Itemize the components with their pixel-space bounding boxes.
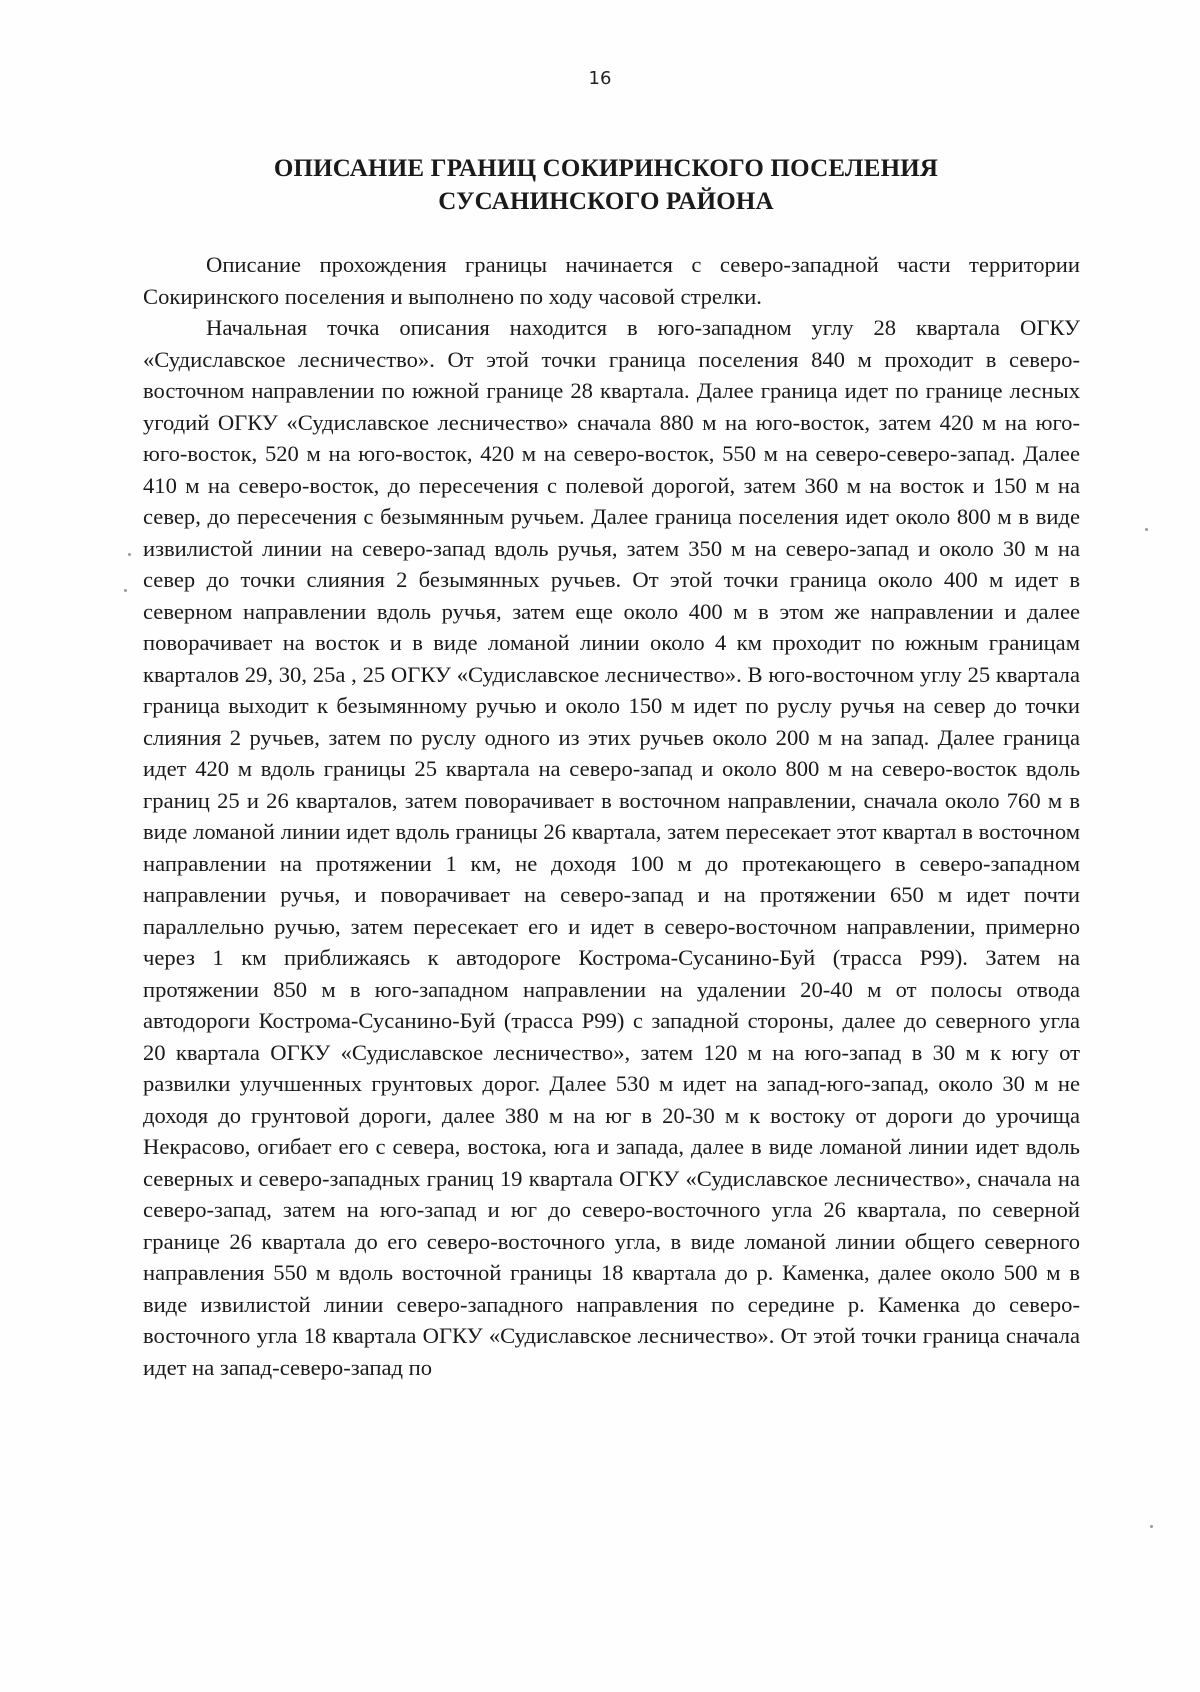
title-line-1: ОПИСАНИЕ ГРАНИЦ СОКИРИНСКОГО ПОСЕЛЕНИЯ	[273, 155, 939, 182]
document-title	[150, 152, 1062, 218]
body-text	[143, 249, 1080, 1383]
scan-speck	[124, 589, 127, 592]
scan-speck	[1145, 528, 1148, 531]
scan-speck	[1150, 1525, 1153, 1528]
paragraph-intro: Описание прохождения границы начинается с северо-западной части территории Сокиринского поселения и выполнено по ходу часовой стрелки.	[143, 252, 1080, 309]
page-number: 16	[588, 68, 612, 89]
paragraph-boundary-description: Начальная точка описания находится в юго-западном углу 28 квартала ОГКУ «Судиславское лесничество». От этой точки граница поселения 840 м проходит в северо-восточном направлении по южной границе 28 квартала. Далее граница идет по границе лесных угодий ОГКУ «Судиславское лесничество» сначала 880 м на юго-восток, затем 420 м на юго-юго-восток, 520 м на юго-восток, 420 м на северо-восток, 550 м на северо-северо-запад. Далее 410 м на северо-восток, до пересечения с полевой дорогой, затем 360 м на восток и 150 м на север, до пересечения с безымянным ручьем. Далее граница поселения идет около 800 м в виде извилистой линии на северо-запад вдоль ручья, затем 350 м на северо-запад и около 30 м на север до точки слияния 2 безымянных ручьев. От этой точки граница около 400 м идет в северном направлении вдоль ручья, затем еще около 400 м в этом же направлении и далее поворачивает на восток и в виде ломаной линии около 4 км проходит по южным границам кварталов 29, 30, 25а , 25 ОГКУ «Судиславское лесничество». В юго-восточном углу 25 квартала граница выходит к безымянному ручью и около 150 м идет по руслу ручья на север до точки слияния 2 ручьев, затем по руслу одного из этих ручьев около 200 м на запад. Далее граница идет 420 м вдоль границы 25 квартала на северо-запад и около 800 м на северо-восток вдоль границ 25 и 26 кварталов, затем поворачивает в восточном направлении, сначала около 760 м в виде ломаной линии идет вдоль границы 26 квартала, затем пересекает этот квартал в восточном направлении на протяжении 1 км, не доходя 100 м до протекающего в северо-западном направлении ручья, и поворачивает на северо-запад и на протяжении 650 м идет почти параллельно ручью, затем пересекает его и идет в северо-восточном направлении, примерно через 1 км приближаясь к автодороге Кострома-Сусанино-Буй (трасса Р99). Затем на протяжении 850 м в юго-западном направлении на удалении 20-40 м от полосы отвода автодороги Кострома-Сусанино-Буй (трасса Р99) с западной стороны, далее до северного угла 20 квартала ОГКУ «Судиславское лесничество», затем 120 м на юго-запад в 30 м к югу от развилки улучшенных грунтовых дорог. Далее 530 м идет на запад-юго-запад, около 30 м не доходя до грунтовой дороги, далее 380 м на юг в 20-30 м к востоку от дороги до урочища Некрасово, огибает его с севера, востока, юга и запада, далее в виде ломаной линии идет вдоль северных и северо-западных границ 19 квартала ОГКУ «Судиславское лесничество», сначала на северо-запад, затем на юго-запад и юг до северо-восточного угла 26 квартала, по северной границе 26 квартала до его северо-восточного угла, в виде ломаной линии общего северного направления 550 м вдоль восточной границы 18 квартала до р. Каменка, далее около 500 м в виде извилистой линии северо-западного направления по середине р. Каменка до северо-восточного угла 18 квартала ОГКУ «Судиславское лесничество». От этой точки граница сначала идет на запад-северо-запад по	[143, 315, 1080, 1380]
title-line-2: СУСАНИНСКОГО РАЙОНА	[438, 188, 774, 215]
scan-speck	[128, 553, 131, 556]
